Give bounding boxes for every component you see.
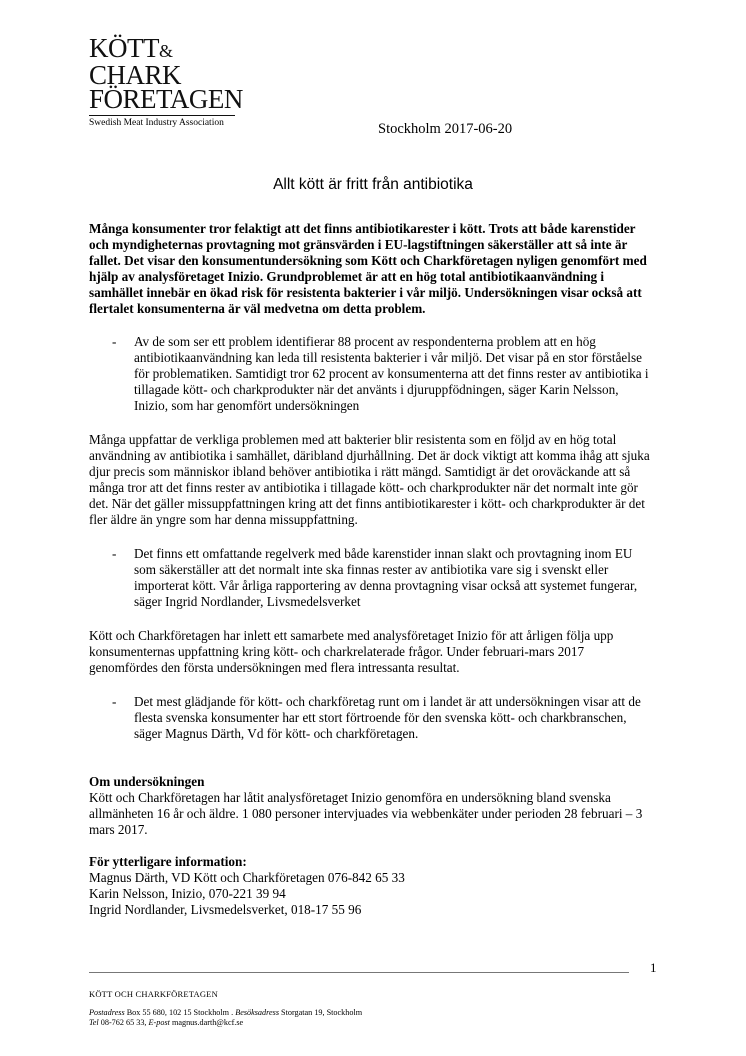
footer-address-line-1: Postadress Box 55 680, 102 15 Stockholm . Besöksadress Storgatan 19, Stockholm [89,1008,363,1017]
logo-line-2: CHARK [89,60,182,90]
about-heading: Om undersökningen [89,774,205,789]
dateline: Stockholm 2017-06-20 [378,121,513,137]
quote-dash: - [112,546,117,561]
quote-dash: - [112,334,117,349]
lead-paragraph: Många konsumenter tror felaktigt att det finns antibiotikarester i kött. Trots att både karenstider och myndigheternas provtagning mot gränsvärden i EU-lagstiftningen säkerställer att så inte är fallet. Det visar den konsumentundersökning som Kött och Charkföretagen nyligen genomfört med hjälp av analysföretaget Inizio. Grundproblemet är att en hög total antibiotikaanvändning i samhället innebär en ökad risk för resistenta bakterier i vår miljö. Undersökningen visar också att flertalet konsumenterna är väl medvetna om detta problem. [89,221,647,316]
quote-text: Det mest glädjande för kött- och charkföretag runt om i landet är att undersökningen visar att de flesta svenska konsumenter har ett stort förtroende för den svenska kött- och charkbranschen, säger Magnus Därth, Vd för kött- och charkföretagen. [134,694,641,741]
logo-tagline: Swedish Meat Industry Association [89,118,224,128]
company-logo [89,33,243,128]
quote-dash: - [112,694,117,709]
quote-text: Det finns ett omfattande regelverk med både karenstider innan slakt och provtagning inom EU som säkerställer att det normalt inte ska finnas rester av antibiotika vare sig i svenskt eller importerat kött. Vår årliga rapportering av denna provtagning visar också att systemet fungerar, säger Ingrid Nordlander, Livsmedelsverket [134,546,638,609]
contact-line-2: Karin Nelsson, Inizio, 070-221 39 94 [89,886,286,901]
quote-magnus [89,694,655,742]
quote-ingrid [89,546,655,610]
body-paragraph-2: Kött och Charkföretagen har inlett ett samarbete med analysföretaget Inizio för att årligen följa upp konsumenternas uppfattning kring kött- och charkrelaterade frågor. Under februari-mars 2017 genomfördes den första undersökningen med flera intressanta resultat. [89,628,614,675]
footer-divider [89,972,629,973]
contacts-heading: För ytterligare information: [89,854,247,869]
logo-line-3: FÖRETAGEN [89,84,243,114]
contact-line-1: Magnus Därth, VD Kött och Charkföretagen 076-842 65 33 [89,870,405,885]
quote-karin [89,334,655,414]
quote-text: Av de som ser ett problem identifierar 88 procent av respondenterna problem att en hög antibiotikaanvändning kan leda till resistenta bakterier i vår miljö. Det visar på en stor förståelse för problematiken. Samtidigt tror 62 procent av konsumenterna att det finns rester av antibiotika i tillagade kött- och charkprodukter när det använts i djuruppfödningen, säger Karin Nelsson, Inizio, som har genomfört undersökningen [134,334,649,413]
footer-address-line-2: Tel 08-762 65 33, E-post magnus.darth@kcf.se [89,1018,244,1027]
logo-rule [89,115,235,116]
document-body [89,221,655,918]
footer-address [89,1008,362,1028]
document-title: Allt kött är fritt från antibiotika [273,176,473,193]
logo-line-1: KÖTT& [89,33,173,63]
about-text: Kött och Charkföretagen har låtit analysföretaget Inizio genomföra en undersökning bland svenska allmänheten 16 år och äldre. 1 080 personer intervjuades via webbenkäter under perioden 28 februari – 3 mars 2017. [89,790,643,837]
body-paragraph-1: Många uppfattar de verkliga problemen med att bakterier blir resistenta som en följd av en hög total användning av antibiotika i samhället, däribland djurhållning. Det är dock viktigt att komma ihåg att sjuka djur precis som människor ibland behöver antibiotika i rätt mängd. Samtidigt är det oroväckande att så många tror att det finns rester av antibiotika i tillagade kött- och charkprodukter när det normalt inte gör det. När det gäller missuppfattningen kring att det finns antibiotikarester i kött- och charkprodukter är det fler äldre än yngre som har denna missuppfattning. [89,432,650,527]
page-number: 1 [650,960,657,975]
footer-org-name: KÖTT OCH CHARKFÖRETAGEN [89,989,218,999]
contact-line-3: Ingrid Nordlander, Livsmedelsverket, 018-17 55 96 [89,902,362,917]
